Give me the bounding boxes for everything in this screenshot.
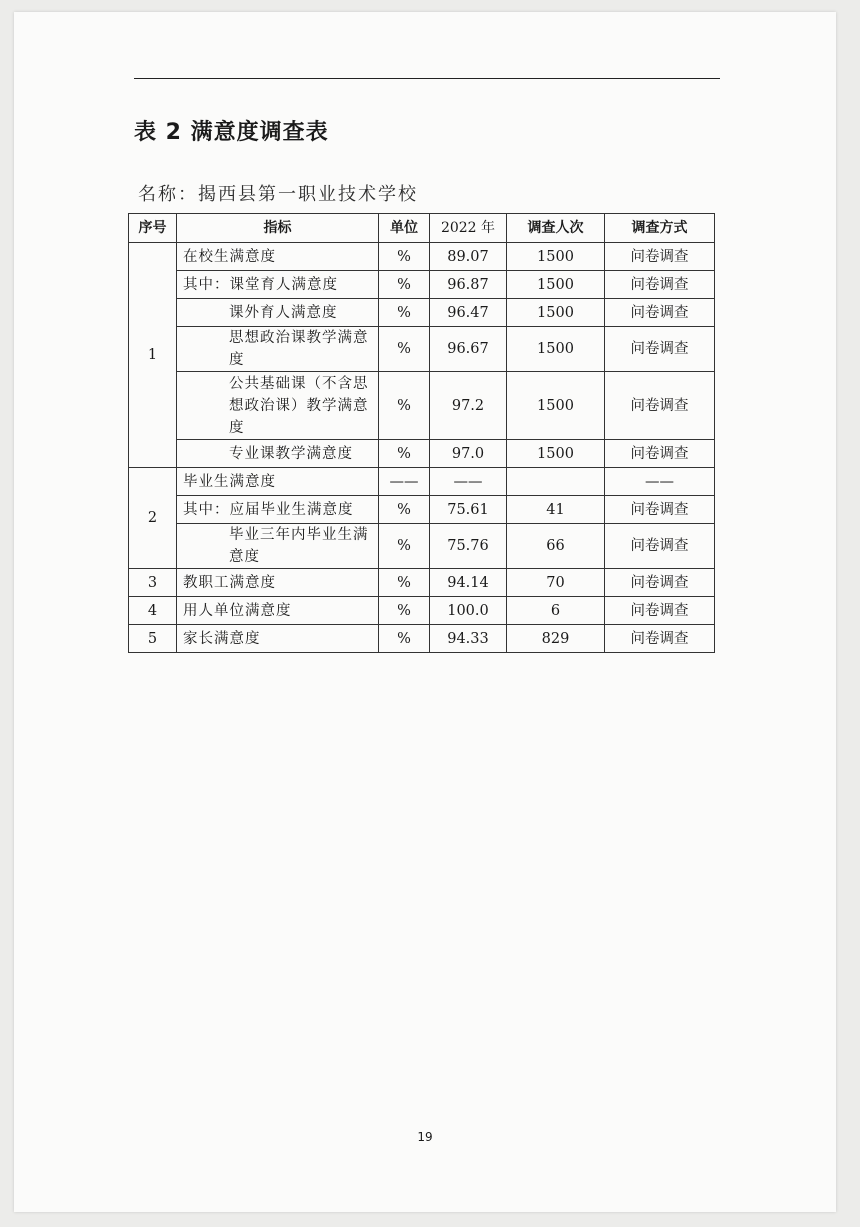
- indicator-cell: 思想政治课教学满意度: [177, 327, 379, 372]
- seq-cell: 5: [129, 625, 177, 653]
- count-cell: 829: [507, 625, 605, 653]
- method-cell: ——: [605, 468, 715, 496]
- unit-cell: %: [379, 271, 430, 299]
- unit-cell: ——: [379, 468, 430, 496]
- count-cell: 41: [507, 496, 605, 524]
- header-indicator: 指标: [177, 214, 379, 243]
- value-cell: 97.0: [430, 440, 507, 468]
- count-cell: 6: [507, 597, 605, 625]
- unit-cell: %: [379, 524, 430, 569]
- value-cell: 96.87: [430, 271, 507, 299]
- document-page: [14, 12, 836, 1212]
- value-cell: ——: [430, 468, 507, 496]
- value-cell: 89.07: [430, 243, 507, 271]
- header-count: 调查人次: [507, 214, 605, 243]
- table-row: [129, 524, 715, 569]
- indicator-cell: 毕业生满意度: [177, 468, 379, 496]
- header-unit: 单位: [379, 214, 430, 243]
- unit-cell: %: [379, 327, 430, 372]
- indicator-cell: 家长满意度: [177, 625, 379, 653]
- unit-cell: %: [379, 299, 430, 327]
- indicator-cell: 毕业三年内毕业生满意度: [177, 524, 379, 569]
- header-method: 调查方式: [605, 214, 715, 243]
- header-year: 2022 年: [430, 214, 507, 243]
- value-cell: 75.61: [430, 496, 507, 524]
- table-row: [129, 271, 715, 299]
- count-cell: 1500: [507, 271, 605, 299]
- method-cell: 问卷调查: [605, 524, 715, 569]
- value-cell: 96.47: [430, 299, 507, 327]
- header-seq: 序号: [129, 214, 177, 243]
- unit-cell: %: [379, 597, 430, 625]
- indicator-cell: 在校生满意度: [177, 243, 379, 271]
- indicator-cell: 专业课教学满意度: [177, 440, 379, 468]
- table-row: [129, 372, 715, 440]
- unit-cell: %: [379, 625, 430, 653]
- method-cell: 问卷调查: [605, 327, 715, 372]
- count-cell: 70: [507, 569, 605, 597]
- count-cell: 1500: [507, 440, 605, 468]
- count-cell: 1500: [507, 243, 605, 271]
- count-cell: 1500: [507, 327, 605, 372]
- table-row: [129, 625, 715, 653]
- page-number: 19: [417, 1130, 433, 1144]
- table-row: [129, 440, 715, 468]
- indicator-cell: 教职工满意度: [177, 569, 379, 597]
- school-name: 名称：揭西县第一职业技术学校: [138, 184, 418, 205]
- method-cell: 问卷调查: [605, 496, 715, 524]
- unit-cell: %: [379, 496, 430, 524]
- header-rule: [134, 78, 720, 79]
- unit-cell: %: [379, 440, 430, 468]
- value-cell: 100.0: [430, 597, 507, 625]
- unit-cell: %: [379, 372, 430, 440]
- method-cell: 问卷调查: [605, 440, 715, 468]
- method-cell: 问卷调查: [605, 625, 715, 653]
- value-cell: 96.67: [430, 327, 507, 372]
- unit-cell: %: [379, 243, 430, 271]
- count-cell: [507, 468, 605, 496]
- table-header-row: [129, 214, 715, 243]
- table-row: [129, 468, 715, 496]
- count-cell: 1500: [507, 299, 605, 327]
- satisfaction-table: [128, 213, 715, 653]
- value-cell: 94.33: [430, 625, 507, 653]
- indicator-cell: 其中：课堂育人满意度: [177, 271, 379, 299]
- unit-cell: %: [379, 569, 430, 597]
- table-title: 表 2 满意度调查表: [134, 120, 329, 145]
- table-row: [129, 327, 715, 372]
- method-cell: 问卷调查: [605, 597, 715, 625]
- table-row: [129, 243, 715, 271]
- method-cell: 问卷调查: [605, 372, 715, 440]
- value-cell: 75.76: [430, 524, 507, 569]
- table-row: [129, 496, 715, 524]
- indicator-cell: 公共基础课（不含思想政治课）教学满意度: [177, 372, 379, 440]
- table-row: [129, 299, 715, 327]
- count-cell: 66: [507, 524, 605, 569]
- method-cell: 问卷调查: [605, 569, 715, 597]
- count-cell: 1500: [507, 372, 605, 440]
- indicator-cell: 用人单位满意度: [177, 597, 379, 625]
- value-cell: 94.14: [430, 569, 507, 597]
- method-cell: 问卷调查: [605, 299, 715, 327]
- method-cell: 问卷调查: [605, 243, 715, 271]
- value-cell: 97.2: [430, 372, 507, 440]
- seq-cell: 1: [129, 243, 177, 468]
- table-row: [129, 597, 715, 625]
- table-row: [129, 569, 715, 597]
- seq-cell: 2: [129, 468, 177, 569]
- seq-cell: 3: [129, 569, 177, 597]
- method-cell: 问卷调查: [605, 271, 715, 299]
- indicator-cell: 课外育人满意度: [177, 299, 379, 327]
- seq-cell: 4: [129, 597, 177, 625]
- indicator-cell: 其中：应届毕业生满意度: [177, 496, 379, 524]
